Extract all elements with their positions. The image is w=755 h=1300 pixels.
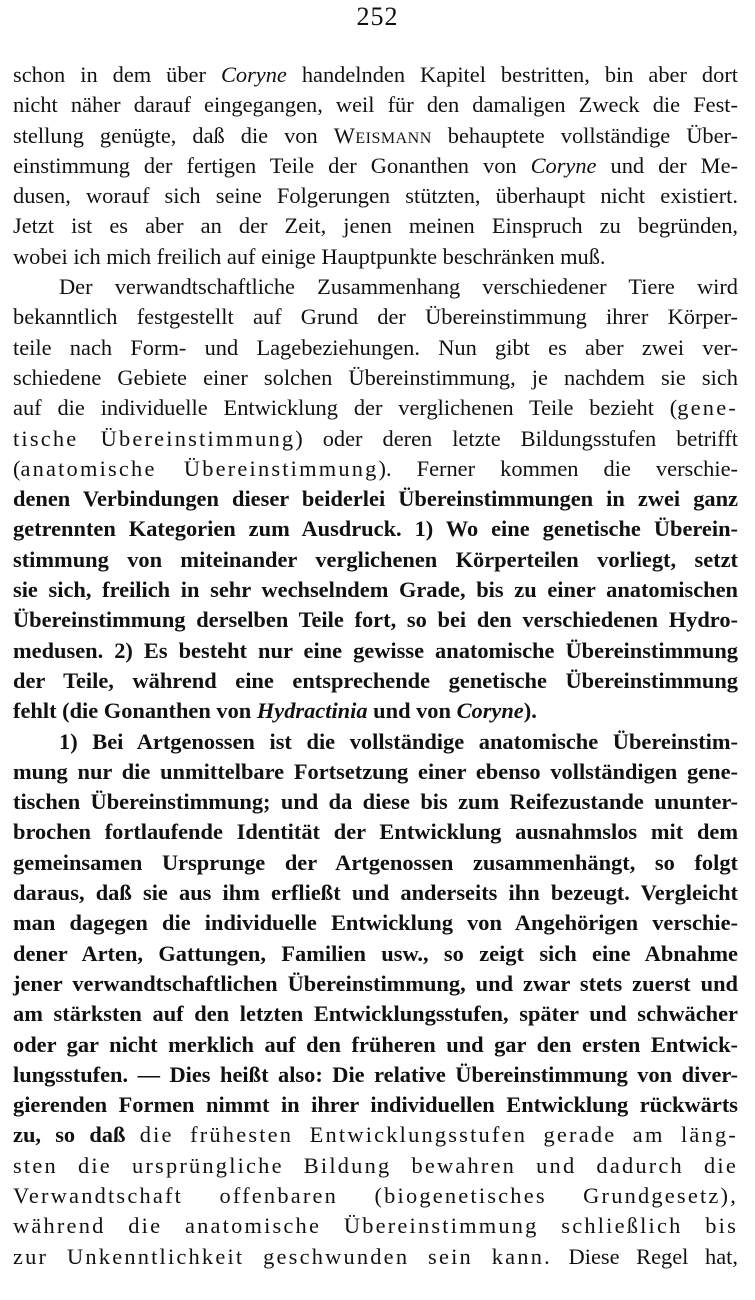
text-line: fehlt (die Gonanthen von Hydractinia und von Coryne). [13, 698, 537, 724]
text-line: getrennten Kategorien zum Ausdruck. 1) Wo eine genetische Überein- [13, 516, 738, 542]
text-line: wobei ich mich freilich auf einige Hauptpunkte beschränken muß. [13, 243, 606, 269]
text-line: (anatomische Übereinstimmung). Ferner kommen die verschie- [13, 455, 738, 481]
text-line: gierenden Formen nimmt in ihrer individuellen Entwicklung rückwärts [13, 1092, 738, 1118]
text-line: zur Unkenntlichkeit geschwunden sein kann. Diese Regel hat, [13, 1243, 739, 1269]
text-line: Verwandtschaft offenbaren (biogenetisches Grundgesetz), [13, 1182, 738, 1208]
text-line: bekanntlich festgestellt auf Grund der Übereinstimmung ihrer Körper- [13, 304, 738, 330]
text-line: auf die individuelle Entwicklung der verglichenen Teile bezieht (gene- [13, 395, 738, 421]
text-line: denen Verbindungen dieser beiderlei Übereinstimmungen in zwei ganz [13, 486, 738, 512]
text-line: daraus, daß sie aus ihm erfließt und anderseits ihn bezeugt. Vergleicht [13, 880, 738, 906]
text-line: oder gar nicht merklich auf den früheren und gar den ersten Entwick- [13, 1031, 738, 1057]
text-line: schon in dem über Coryne handelnden Kapitel bestritten, bin aber dort [13, 62, 738, 87]
text-line: sten die ursprüngliche Bildung bewahren und dadurch die [13, 1152, 738, 1178]
text-line: teile nach Form- und Lagebeziehungen. Nun gibt es aber zwei ver- [13, 334, 738, 360]
text-line: jener verwandtschaftlichen Übereinstimmung, und zwar stets zuerst und [13, 970, 738, 996]
text-line: tischen Übereinstimmung; und da diese bis zum Reifezustande ununter- [13, 789, 738, 815]
text-line: dener Arten, Gattungen, Familien usw., so zeigt sich eine Abnahme [13, 940, 738, 966]
text-line: Der verwandtschaftliche Zusammenhang verschiedener Tiere wird [59, 274, 738, 300]
text-line: mung nur die unmittelbare Fortsetzung einer ebenso vollständigen gene- [13, 758, 738, 784]
text-line: tische Übereinstimmung) oder deren letzte Bildungsstufen betrifft [13, 425, 738, 451]
text-line: brochen fortlaufende Identität der Entwicklung ausnahmslos mit dem [13, 819, 738, 845]
text-line: stellung genügte, daß die von Weismann behauptete vollständige Über- [13, 122, 738, 148]
text-line: nicht näher darauf eingegangen, weil für den damaligen Zweck die Fest- [13, 92, 738, 118]
text-line: medusen. 2) Es besteht nur eine gewisse anatomische Übereinstimmung [13, 637, 738, 663]
text-line: während die anatomische Übereinstimmung schließlich bis [13, 1213, 738, 1239]
text-line: Übereinstimmung derselben Teile fort, so bei den verschiedenen Hydro- [13, 607, 738, 633]
text-line: zu, so daß die frühesten Entwicklungsstufen gerade am läng- [13, 1122, 738, 1148]
text-line: lungsstufen. — Dies heißt also: Die relative Übereinstimmung von diver- [13, 1061, 738, 1087]
text-line: sie sich, freilich in sehr wechselndem Grade, bis zu einer anatomischen [13, 577, 738, 603]
body-text [13, 60, 738, 1272]
text-line: der Teile, während eine entsprechende genetische Übereinstimmung [13, 667, 738, 693]
page-number: 252 [356, 2, 399, 31]
text-line: man dagegen die individuelle Entwicklung von Angehörigen verschie- [13, 910, 738, 936]
text-line: schiedene Gebiete einer solchen Übereinstimmung, je nachdem sie sich [13, 364, 738, 390]
text-line: gemeinsamen Ursprunge der Artgenossen zusammenhängt, so folgt [13, 849, 738, 875]
text-line: dusen, worauf sich seine Folgerungen stützten, überhaupt nicht existiert. [13, 183, 738, 209]
text-line: am stärksten auf den letzten Entwicklungsstufen, später und schwächer [13, 1001, 738, 1027]
text-line: stimmung von miteinander verglichenen Körperteilen vorliegt, setzt [13, 546, 738, 572]
text-line: Jetzt ist es aber an der Zeit, jenen meinen Einspruch zu begründen, [13, 213, 738, 239]
text-line: einstimmung der fertigen Teile der Gonanthen von Coryne und der Me- [13, 152, 738, 178]
text-line: 1) Bei Artgenossen ist die vollständige anatomische Übereinstim- [59, 728, 738, 754]
